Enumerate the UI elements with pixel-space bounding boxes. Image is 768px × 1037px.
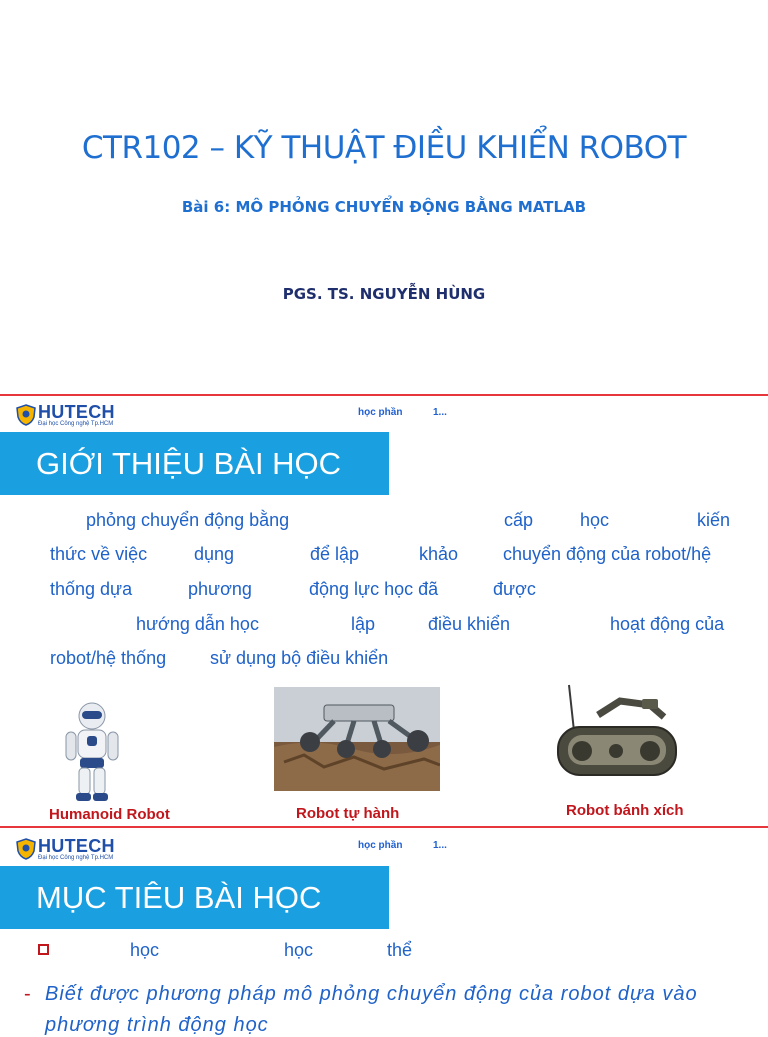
- intro-text: hướng dẫn học: [136, 614, 259, 634]
- intro-text: động lực học đã: [309, 579, 439, 599]
- slide-divider: [0, 826, 768, 828]
- intro-text: lập: [351, 614, 376, 634]
- rover-robot-image: [274, 687, 440, 791]
- caption-rover: Robot tự hành: [296, 805, 400, 822]
- objective-text: Biết được phương pháp mô phỏng chuyển động của robot dựa vào: [45, 983, 698, 1005]
- intro-text: phương: [188, 579, 252, 599]
- hutech-logo: [16, 837, 115, 861]
- course-label: học phần: [358, 407, 403, 418]
- page-label: 1...: [433, 840, 447, 851]
- page-label: 1...: [433, 407, 447, 418]
- logo-name: HUTECH: [38, 402, 115, 422]
- lesson-subtitle: Bài 6: MÔ PHỎNG CHUYỂN ĐỘNG BẰNG MATLAB: [181, 198, 587, 216]
- intro-text: sử dụng bộ điều khiển: [210, 648, 389, 668]
- logo-tagline: Đại học Công nghệ Tp.HCM: [38, 855, 114, 861]
- logo-name: HUTECH: [38, 836, 115, 856]
- tracked-robot-image: [554, 683, 684, 785]
- intro-text: kiến: [697, 510, 731, 530]
- intro-text: phỏng chuyển động bằng: [86, 510, 290, 530]
- title-slide: [0, 0, 768, 392]
- shield-icon: [16, 838, 36, 860]
- intro-text: hoạt động của: [610, 614, 725, 634]
- caption-humanoid: Humanoid Robot: [49, 806, 170, 823]
- objectives-banner-text: MỤC TIÊU BÀI HỌC: [36, 879, 322, 915]
- bullet-text: học: [130, 940, 160, 960]
- intro-text: được: [493, 579, 536, 599]
- intro-banner: [0, 432, 389, 495]
- shield-icon: [16, 404, 36, 426]
- slide-divider: [0, 394, 768, 396]
- course-label: học phần: [358, 840, 403, 851]
- logo-tagline: Đại học Công nghệ Tp.HCM: [38, 421, 114, 427]
- intro-text: dụng: [194, 544, 235, 564]
- intro-text: điều khiển: [428, 614, 511, 634]
- checkbox-bullet-icon: [38, 944, 49, 955]
- course-title: CTR102 – KỸ THUẬT ĐIỀU KHIỂN ROBOT: [81, 130, 687, 166]
- author-name: PGS. TS. NGUYỄN HÙNG: [282, 285, 486, 303]
- objective-text: phương trình động học: [45, 1014, 269, 1036]
- objectives-banner: [0, 866, 389, 929]
- humanoid-robot-image: [58, 700, 126, 804]
- intro-text: học: [580, 510, 610, 530]
- intro-text: robot/hệ thống: [50, 648, 167, 668]
- intro-banner-text: GIỚI THIỆU BÀI HỌC: [36, 445, 342, 481]
- intro-text: chuyển động của robot/hệ: [503, 544, 712, 564]
- intro-text: thống dựa: [50, 579, 133, 599]
- objective-dash: -: [24, 983, 31, 1005]
- hutech-logo: [16, 403, 115, 427]
- intro-text: thức về việc: [50, 544, 148, 564]
- intro-text: khảo: [419, 544, 459, 564]
- caption-tracked: Robot bánh xích: [566, 802, 684, 819]
- intro-text: để lập: [310, 544, 360, 564]
- intro-text: cấp: [504, 510, 534, 530]
- bullet-text: thể: [387, 940, 413, 960]
- bullet-text: học: [284, 940, 314, 960]
